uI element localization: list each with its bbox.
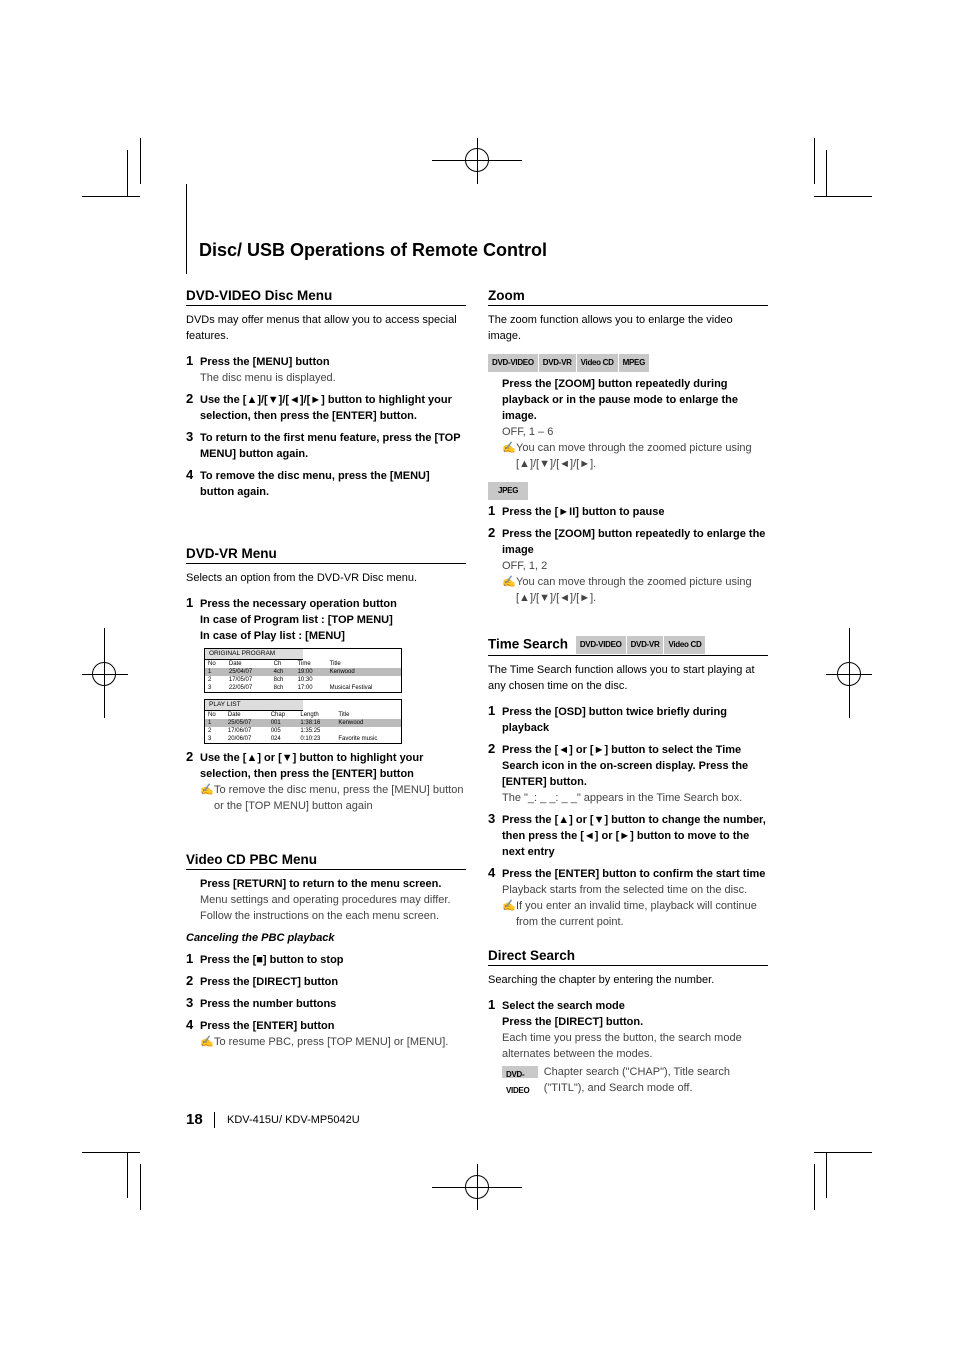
page-title: Disc/ USB Operations of Remote Control [199,240,548,260]
step-number: 1 [488,503,496,518]
media-badge: DVD-VIDEO [576,636,626,654]
section-intro: DVDs may offer menus that allow you to access special features. [186,314,457,342]
step-text: To remove the disc menu, press the [MENU] button again. [200,470,430,498]
table-row [205,735,401,743]
column-header: Length [300,712,319,718]
cell: 1:38:16 [297,719,335,727]
table-row [205,719,401,727]
media-badges [576,636,706,654]
crop-mark [140,1164,141,1210]
note [502,440,768,472]
crop-mark [82,196,140,197]
step-number: 3 [186,429,194,444]
column-header: Ch [273,661,282,667]
step-text: Press the number buttons [200,998,337,1010]
cell: Musical Festival [329,685,373,691]
column-header: Title [329,661,341,667]
zoom-values: OFF, 1 – 6 [502,426,554,438]
cell: Favorite music [338,736,378,742]
page-number: 18 [186,1111,203,1128]
step-text: Press the [MENU] button [200,356,330,368]
step-number: 1 [186,353,194,368]
model-name: KDV-415U/ KDV-MP5042U [227,1114,360,1126]
step-result: Each time you press the button, the search mode alternates between the modes. [502,1032,742,1060]
step-text: Use the [▲]/[▼]/[◄]/[►] button to highlight your selection, then press the [ENTER] button. [200,394,452,422]
step [488,504,768,520]
cell: 005 [270,728,281,734]
table-row [205,676,401,684]
cell [327,676,401,684]
section-heading-dvd-video: DVD-VIDEO Disc Menu [186,288,466,306]
step [186,996,466,1012]
cell: 2 [208,728,212,734]
media-badge: DVD-VIDEO [488,354,538,372]
column-header: Date [228,661,242,667]
media-badge: DVD-VIDEO [502,1066,538,1078]
section-intro: Searching the chapter by entering the number. [488,974,715,986]
step [186,952,466,968]
step-number: 4 [488,865,496,880]
step-text: Press the [■] button to stop [200,954,344,966]
registration-circle [465,148,489,172]
table-row [205,668,401,676]
crop-mark [127,1152,128,1198]
step-number: 2 [488,525,496,540]
media-badge: DVD-VR [627,636,664,654]
note-text: To resume PBC, press [TOP MENU] or [MENU]. [214,1036,449,1048]
crop-mark [814,138,815,184]
step [186,974,466,990]
media-badges [488,482,768,500]
step-text: Press the [▲] or [▼] button to change the number, then press the [◄] or [►] button to move to the next entry [502,814,766,858]
right-column [488,288,768,1102]
screen-title: ORIGINAL PROGRAM [205,649,303,660]
section-heading-zoom: Zoom [488,288,768,306]
vcd-instruction: Press [RETURN] to return to the menu screen. [200,878,442,890]
cell: 25/04/07 [226,668,271,676]
step [186,392,466,424]
crop-mark [814,196,872,197]
cell: 22/05/07 [228,685,253,691]
cell: 4ch [271,668,295,676]
note-icon: ✍ [502,576,516,588]
footer-divider [214,1112,215,1128]
section-intro: The zoom function allows you to enlarge the video image. [488,314,733,342]
column-header: No [208,661,216,667]
note-icon: ✍ [502,442,516,454]
step-number: 2 [186,749,194,764]
vcd-text: Menu settings and operating procedures may differ. Follow the instructions on the each menu screen. [200,894,451,922]
step-result: OFF, 1, 2 [502,560,548,572]
step [488,866,768,930]
step-number: 2 [186,973,194,988]
step-number: 1 [186,951,194,966]
program-list-screenshot [204,648,402,693]
cell: 0:10:23 [300,736,321,742]
cell: Kenwood [335,719,401,727]
note [502,574,768,606]
step-number: 1 [488,703,496,718]
column-header: No [208,712,216,718]
media-badge: DVD-VR [539,354,576,372]
step-text: Press the [DIRECT] button [200,976,339,988]
cell [335,727,401,735]
media-badge: JPEG [488,482,528,500]
crop-mark [140,138,141,184]
step-text: Press the [ZOOM] button repeatedly to enlarge the image [502,528,766,556]
column-header: Date [227,712,241,718]
step-result: The "_: _ _: _ _" appears in the Time Search box. [502,792,743,804]
step-text: Press the necessary operation button [200,598,397,610]
cell: 17:00 [297,685,313,691]
step [488,526,768,606]
section-intro: Selects an option from the DVD-VR Disc menu. [186,572,418,584]
step-number: 3 [488,811,496,826]
media-badge: MPEG [619,354,649,372]
cell: 25/05/07 [225,719,268,727]
note-text: To remove the disc menu, press the [MENU] button or the [TOP MENU] button again [214,784,464,812]
registration-circle [465,1175,489,1199]
step-number: 4 [186,1017,194,1032]
note [200,782,466,814]
crop-mark [826,1152,827,1198]
cell: 3 [208,685,212,691]
step [488,704,768,736]
crop-mark [826,150,827,196]
step [186,354,466,386]
note-icon: ✍ [200,784,214,796]
step-text: Press the [ENTER] button [200,1020,335,1032]
step-text: Use the [▲] or [▼] button to highlight your selection, then press the [ENTER] button [200,752,424,780]
step [186,430,466,462]
note-text: You can move through the zoomed picture using [▲]/[▼]/[◄]/[►]. [516,576,752,604]
step-text: In case of Program list : [TOP MENU] [200,614,393,626]
subheading-cancel-pbc: Canceling the PBC playback [186,932,335,944]
step-number: 1 [186,595,194,610]
cell: 8ch [273,677,284,683]
program-table [205,660,401,692]
note-text: If you enter an invalid time, playback will continue from the current point. [516,900,757,928]
cell: 024 [270,736,281,742]
step [488,742,768,806]
cell: Kenwood [327,668,401,676]
column-header: Time [297,661,311,667]
step [488,812,768,860]
step-number: 1 [488,997,496,1012]
crop-mark [82,1152,140,1153]
step [186,750,466,814]
registration-circle [837,662,861,686]
cell: 1 [205,668,226,676]
note-icon: ✍ [502,900,516,912]
step [186,468,466,500]
column-header: Chap [270,712,286,718]
table-row [205,684,401,692]
screen-title: PLAY LIST [205,700,303,711]
section-intro: The Time Search function allows you to start playing at any chosen time on the disc. [488,664,755,692]
play-list-screenshot [204,699,402,744]
note-text: You can move through the zoomed picture using [▲]/[▼]/[◄]/[►]. [516,442,752,470]
heading-text: Time Search [488,636,569,652]
crop-mark [127,150,128,196]
section-heading-dvd-vr: DVD-VR Menu [186,546,466,564]
cell: 17/06/07 [227,728,252,734]
section-heading-time-search [488,636,768,656]
mode-description: Chapter search ("CHAP"), Title search ("TITL"), and Search mode off. [543,1066,731,1094]
cell: 8ch [273,685,284,691]
step-result: The disc menu is displayed. [200,372,336,384]
column-header: Title [338,712,350,718]
cell: 001 [268,719,298,727]
step-number: 3 [186,995,194,1010]
step-number: 4 [186,467,194,482]
section-heading-direct-search: Direct Search [488,948,768,966]
title-rule [186,184,187,274]
media-badges [488,354,768,372]
cell: 3 [208,736,212,742]
note [200,1034,466,1050]
step-text: Press the [◄] or [►] button to select the Time Search icon in the on-screen display. Press the [ENTER] button. [502,744,749,788]
vcd-block [186,876,466,924]
step-result: Playback starts from the selected time on the disc. [502,884,748,896]
cell: 10:30 [297,677,313,683]
step-text: Press the [►II] button to pause [502,506,665,518]
cell: 2 [208,677,212,683]
step-text: Press the [OSD] button twice briefly during playback [502,706,727,734]
note [502,898,768,930]
step-text: To return to the first menu feature, press the [TOP MENU] button again. [200,432,461,460]
cell: 20/06/07 [227,736,252,742]
section-heading-vcd: Video CD PBC Menu [186,852,466,870]
cell: 17/05/07 [228,677,253,683]
step-text: In case of Play list : [MENU] [200,630,345,642]
zoom-instruction: Press the [ZOOM] button repeatedly during playback or in the pause mode to enlarge the image. [502,378,738,422]
registration-circle [92,662,116,686]
cell: 1 [205,719,225,727]
crop-mark [814,1164,815,1210]
step [488,998,768,1096]
zoom-block [488,376,768,472]
note-icon: ✍ [200,1036,214,1048]
media-badge: Video CD [577,354,618,372]
step-number: 2 [186,391,194,406]
step-number: 2 [488,741,496,756]
crop-mark [814,1152,872,1153]
cell: 19:00 [295,668,327,676]
cell: 1:35:25 [300,728,321,734]
table-row [205,727,401,735]
left-column [186,288,466,1056]
step [186,1018,466,1050]
step-text: Select the search mode [502,1000,625,1012]
media-badge: Video CD [664,636,705,654]
step-text: Press the [DIRECT] button. [502,1016,644,1028]
playlist-table [205,711,401,743]
step [186,596,466,644]
step-text: Press the [ENTER] button to confirm the start time [502,868,766,880]
mode-row [502,1064,768,1096]
